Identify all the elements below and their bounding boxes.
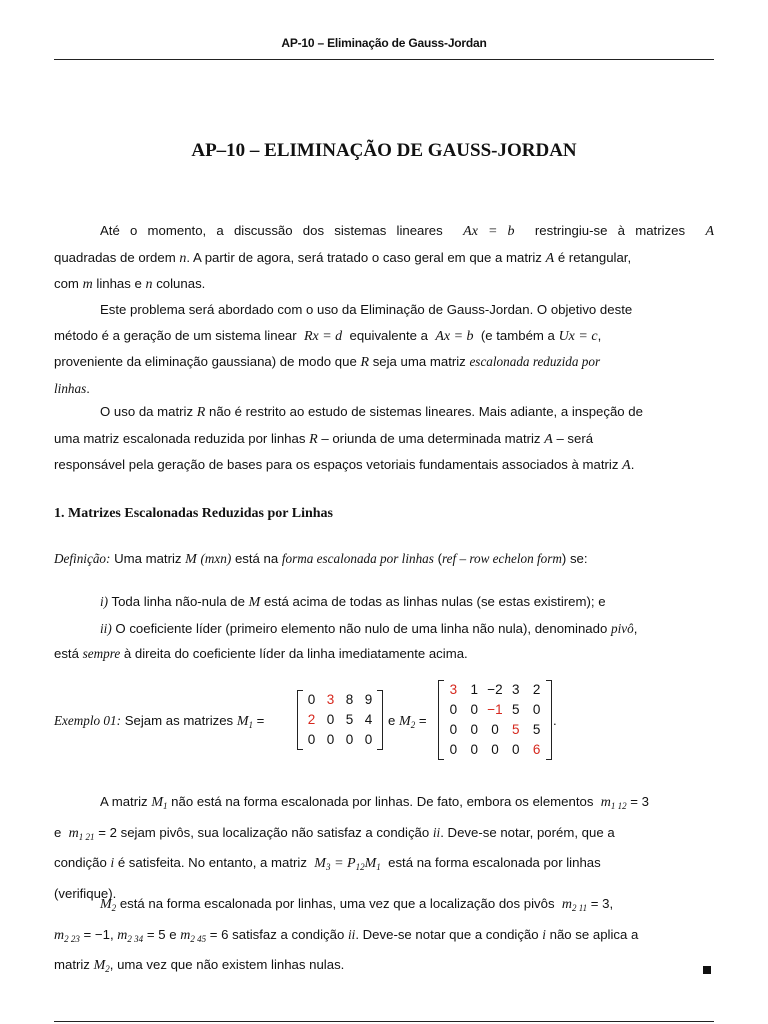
math-inline: M xyxy=(185,552,197,567)
matrix-row xyxy=(298,730,382,750)
intro-paragraph-1 xyxy=(54,218,714,298)
page-title: AP–10 – ELIMINAÇÃO DE GAUSS-JORDAN xyxy=(191,140,577,161)
math-sub: 2 xyxy=(105,964,110,975)
condition-text: Toda linha não-nula de xyxy=(111,594,245,609)
matrix-cell: 0 xyxy=(449,702,458,717)
matrix-cell: 1 xyxy=(470,682,478,697)
discussion-text: , xyxy=(609,896,614,911)
math-inline: M xyxy=(248,595,261,610)
matrix-cell: 5 xyxy=(512,702,520,717)
matrix-row xyxy=(298,690,382,710)
math-inline: = 3 xyxy=(630,794,649,809)
intro-text: . A partir de agora, será tratado o caso geral em que a matriz xyxy=(186,249,542,265)
definition-text: está na xyxy=(234,551,279,566)
math-inline: R xyxy=(196,405,206,420)
intro-text: método é a geração de um sistema linear xyxy=(54,327,297,343)
discussion-paragraph-1 xyxy=(54,789,714,906)
section-heading: 1. Matrizes Escalonadas Reduzidas por Linhas xyxy=(54,506,333,521)
math-inline: M xyxy=(93,958,106,974)
math-inline: ii xyxy=(348,926,356,942)
intro-text: – oriunda de uma determinada matriz xyxy=(321,430,541,446)
matrix-row xyxy=(439,740,551,760)
matrix-m1-sub: 1 xyxy=(248,720,253,730)
condition-text: está acima de todas as linhas nulas (se estas existirem); e xyxy=(263,594,606,609)
matrix-cell: 0 xyxy=(307,732,316,747)
discussion-paragraph-2 xyxy=(54,891,714,983)
math-inline: m xyxy=(54,927,65,943)
math-inline: m xyxy=(600,795,611,810)
emphasis-text: escalonada reduzida por xyxy=(469,354,601,370)
math-inline: A xyxy=(705,224,715,239)
matrix-cell: 0 xyxy=(532,702,541,717)
running-header: AP-10 – Eliminação de Gauss-Jordan xyxy=(281,36,487,50)
discussion-text: satisfaz a condição xyxy=(232,926,345,942)
intro-text: . xyxy=(630,457,635,473)
matrix-cell: 3 xyxy=(512,682,520,697)
matrix-cell: 0 xyxy=(449,722,458,737)
matrix-cell-pivot: 6 xyxy=(532,742,541,757)
matrix-cell: 2 xyxy=(532,682,541,697)
intro-text: restringiu-se à matrizes xyxy=(534,223,686,238)
math-inline: i xyxy=(542,926,546,942)
math-inline: n xyxy=(179,250,187,266)
matrix-cell-pivot: 3 xyxy=(326,692,335,707)
discussion-text: , uma vez que não existem linhas nulas. xyxy=(109,957,345,973)
math-inline: = 3 xyxy=(590,896,610,911)
definition-text: Uma matriz xyxy=(114,551,182,566)
matrix-row xyxy=(298,710,382,730)
math-inline: R xyxy=(309,431,318,447)
math-inline: M xyxy=(314,856,326,872)
discussion-text: é satisfeita. No entanto, a matriz xyxy=(117,855,307,871)
matrix-cell: 0 xyxy=(470,742,478,757)
intro-text: proveniente da eliminação gaussiana) de modo que xyxy=(54,354,357,370)
intro-text: quadradas de ordem xyxy=(54,249,176,265)
math-sub: 1 21 xyxy=(78,831,95,842)
math-inline: R xyxy=(360,355,370,371)
matrix-cell: 0 xyxy=(491,742,499,757)
math-inline: = 6 xyxy=(209,926,229,942)
math-inline: Rx = d xyxy=(303,328,343,344)
math-sub: 2 23 xyxy=(64,933,80,944)
discussion-text: A matriz xyxy=(100,794,148,809)
math-sub: 1 xyxy=(376,862,381,873)
discussion-text: sejam pivôs, sua localização não satisfaz a condição xyxy=(120,824,430,840)
matrix-cell: 0 xyxy=(345,732,354,747)
example-text: Sejam as matrizes xyxy=(124,713,234,728)
matrix-cell: 4 xyxy=(364,712,373,727)
definition-text: ) se: xyxy=(561,551,588,566)
matrix-m2-label: M xyxy=(399,714,411,729)
example-label: Exemplo 01: xyxy=(54,713,122,728)
intro-text: Este problema será abordado com o uso da Eliminação de Gauss-Jordan. O objetivo deste xyxy=(100,302,633,317)
intro-text: (e também a xyxy=(480,327,555,343)
matrix-row xyxy=(439,720,551,740)
intro-text: é retangular, xyxy=(557,249,632,265)
math-inline: M xyxy=(151,795,163,810)
math-inline: m xyxy=(68,825,79,841)
math-inline: n xyxy=(145,277,153,293)
math-sub: 2 45 xyxy=(190,933,207,944)
discussion-text: está na forma escalonada por linhas xyxy=(388,855,601,871)
condition-i-label: i) xyxy=(100,594,109,609)
math-sub: 1 xyxy=(162,801,168,811)
intro-text: colunas. xyxy=(156,276,206,292)
math-sub: 1 12 xyxy=(610,801,627,811)
example-period: . xyxy=(553,713,557,728)
example-text: e xyxy=(388,713,396,728)
intro-text: responsável pela geração de bases para os espaços vetoriais fundamentais associados à matriz xyxy=(54,457,619,473)
matrix-m1 xyxy=(297,690,383,750)
math-sub: 12 xyxy=(355,862,365,873)
discussion-text: , xyxy=(109,926,114,942)
matrix-cell: 8 xyxy=(345,692,354,707)
matrix-cell: 0 xyxy=(491,722,499,737)
discussion-text: . Deve-se notar que a condição xyxy=(355,926,539,942)
math-inline: A xyxy=(545,250,555,266)
definition-text: ( xyxy=(437,551,442,566)
discussion-text: não está na forma escalonada por linhas. De fato, embora os elementos xyxy=(171,794,594,809)
intro-text: equivalente a xyxy=(349,327,428,343)
emphasis-text: linhas xyxy=(54,380,87,396)
intro-text: O uso da matriz xyxy=(100,404,194,419)
discussion-text: e xyxy=(54,824,62,840)
intro-text: Até o momento, a discussão dos sistemas lineares xyxy=(100,223,443,238)
math-inline: (mxn) xyxy=(200,551,232,566)
condition-ii-label: ii) xyxy=(100,620,112,636)
math-inline: = 2 xyxy=(98,824,117,840)
math-inline: Ux = c xyxy=(558,328,598,344)
matrix-cell: 0 xyxy=(470,722,478,737)
emphasis-text: ref – row echelon form xyxy=(441,551,562,566)
math-inline: A xyxy=(622,458,631,474)
matrix-cell-pivot: 5 xyxy=(512,722,520,737)
definition-paragraph xyxy=(54,546,714,573)
intro-text: – será xyxy=(556,430,594,446)
math-inline: m xyxy=(180,927,191,943)
discussion-text: condição xyxy=(54,855,107,871)
header-rule xyxy=(54,59,714,60)
intro-text: , xyxy=(597,327,602,343)
matrix-cell: 0 xyxy=(449,742,458,757)
math-inline: = P xyxy=(334,856,356,872)
matrix-cell-pivot: 3 xyxy=(449,682,458,697)
definition-label: Definição: xyxy=(54,551,111,566)
intro-text: linhas e xyxy=(96,276,142,292)
intro-paragraph-3 xyxy=(54,399,714,479)
discussion-text: matriz xyxy=(54,957,90,973)
matrix-cell: 0 xyxy=(307,692,316,707)
example-line xyxy=(54,713,264,730)
math-inline: M xyxy=(100,897,112,912)
matrix-m1-label: M xyxy=(236,714,249,729)
intro-text: não é restrito ao estudo de sistemas lineares. Mais adiante, a inspeção de xyxy=(209,404,643,419)
matrix-cell-pivot: 2 xyxy=(307,712,316,727)
discussion-text: não se aplica a xyxy=(549,926,639,942)
matrix-cell: 0 xyxy=(326,732,335,747)
matrix-cell: 0 xyxy=(470,702,478,717)
matrix-cell: 9 xyxy=(364,692,373,707)
condition-text: O coeficiente líder (primeiro elemento não nulo de uma linha não nula), denominado xyxy=(115,620,608,636)
equals-sign: = xyxy=(418,713,427,728)
math-inline: ii xyxy=(432,824,441,840)
condition-text: está xyxy=(54,646,79,662)
math-inline: A xyxy=(544,431,553,447)
emphasis-text: pivô xyxy=(610,620,634,636)
condition-text: , xyxy=(633,620,638,636)
math-inline: Ax = b xyxy=(435,328,474,344)
discussion-text: e xyxy=(169,926,177,942)
emphasis-text: forma escalonada por linhas xyxy=(281,551,434,566)
matrix-cell: 0 xyxy=(512,742,520,757)
matrix-m2-sub: 2 xyxy=(410,720,416,730)
equals-sign: = xyxy=(256,713,265,728)
math-inline: Ax = b xyxy=(463,224,515,239)
matrix-cell: 0 xyxy=(364,732,373,747)
matrix-m2 xyxy=(438,680,552,760)
matrix-cell-pivot: −1 xyxy=(487,702,503,717)
discussion-text: está na forma escalonada por linhas, uma vez que a localização dos pivôs xyxy=(119,896,555,911)
math-sub: 2 34 xyxy=(127,933,144,944)
footer-rule xyxy=(54,1021,714,1022)
condition-text: à direita do coeficiente líder da linha imediatamente acima. xyxy=(123,646,468,662)
math-inline: m xyxy=(82,277,93,293)
math-inline: m xyxy=(117,927,128,943)
math-inline: M xyxy=(364,856,377,872)
matrix-cell: −2 xyxy=(487,682,503,697)
intro-text: com xyxy=(54,276,79,292)
intro-text: uma matriz escalonada reduzida por linhas xyxy=(54,430,306,446)
math-inline: = 5 xyxy=(146,926,166,942)
emphasis-text: sempre xyxy=(82,646,121,662)
math-sub: 2 11 xyxy=(572,903,588,913)
matrix-cell: 5 xyxy=(532,722,541,737)
intro-text: . xyxy=(86,380,90,396)
intro-text: seja uma matriz xyxy=(372,354,466,370)
matrix-cell: 0 xyxy=(326,712,335,727)
math-inline: i xyxy=(110,855,115,871)
intro-paragraph-2 xyxy=(54,297,714,401)
matrix-cell: 5 xyxy=(345,712,354,727)
math-sub: 2 xyxy=(111,903,117,913)
end-of-example-square xyxy=(703,966,711,974)
discussion-text: (verifique). xyxy=(54,885,117,901)
matrix-row xyxy=(439,700,551,720)
discussion-text: . Deve-se notar, porém, que a xyxy=(440,824,615,840)
matrix-row xyxy=(439,680,551,700)
math-inline: = −1 xyxy=(83,926,110,942)
math-inline: m xyxy=(561,897,573,912)
example-between xyxy=(388,713,427,730)
condition-list xyxy=(54,589,714,667)
math-sub: 3 xyxy=(325,862,331,873)
